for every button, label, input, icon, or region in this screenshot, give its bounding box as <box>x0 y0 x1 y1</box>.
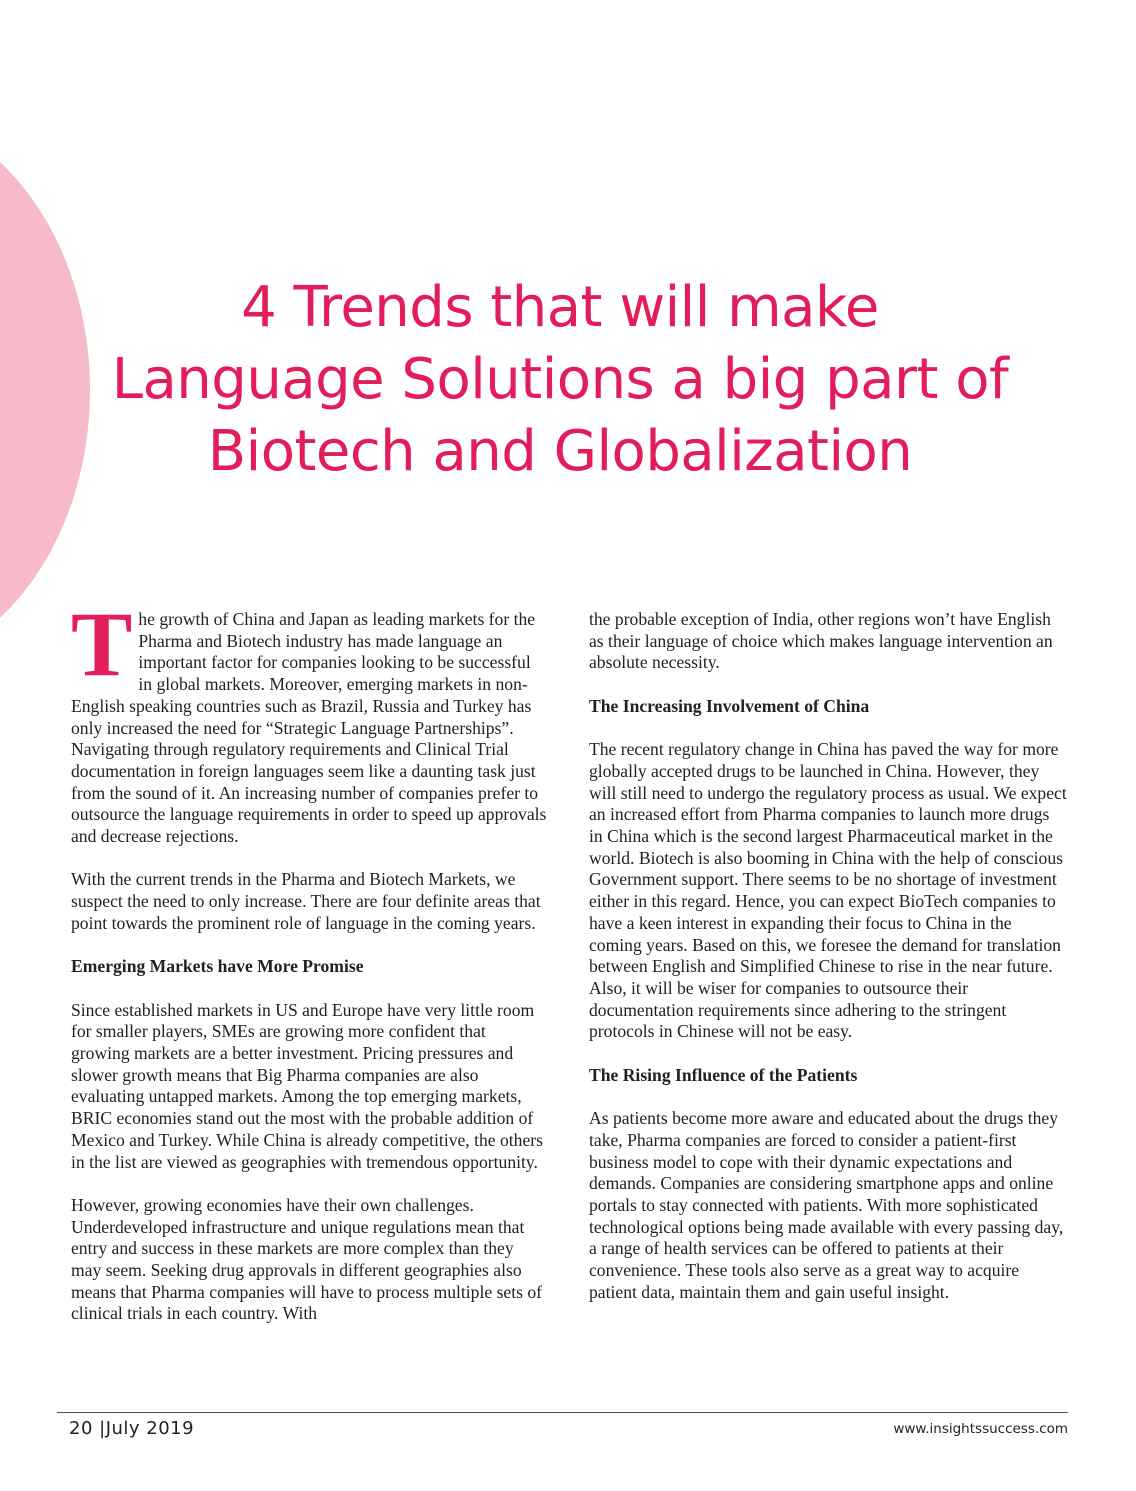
intro-paragraph <box>71 593 547 848</box>
section-heading-emerging-markets: Emerging Markets have More Promise <box>71 956 364 977</box>
china-paragraph: The recent regulatory change in China has paved the way for more globally accepted drugs to be launched in China. However, they will still need to undergo the regulatory process as usual. We expect an increased effort from Pharma companies to launch more drugs in China which is the second largest Pharmaceutical market in the world. Biotech is also booming in China with the help of conscious Government support. There seems to be no shortage of investment either in this regard. Hence, you can expect BioTech companies to have a keen interest in expanding their focus to China in the coming years. Based on this, we foresee the demand for translation between English and Simplified Chinese to rise in the near future. Also, it will be wiser for companies to outsource their documentation requirements since adhering to the stringent protocols in Chinese will not be easy. <box>589 739 1067 1042</box>
title-line-3: Biotech and Globalization <box>207 419 913 484</box>
emerging-markets-paragraph-1: Since established markets in US and Europe have very little room for smaller players, SMEs are growing more confident that growing markets are a better investment. Pricing pressures and slower growth means that Big Pharma companies are also evaluating untapped markets. Among the top emerging markets, BRIC economies stand out the most with the probable addition of Mexico and Turkey. While China is already competitive, the others in the list are viewed as geographies with tremendous opportunity. <box>71 999 543 1172</box>
footer-page-info: 20 |July 2019 <box>69 1418 195 1439</box>
patients-paragraph: As patients become more aware and educated about the drugs they take, Pharma companies are forced to consider a patient-first business model to cope with their dynamic expectations and demands. Companies are considering smartphone apps and online portals to stay connected with patients. With more sophisticated technological options being made available with every passing day, a range of health services can be offered to patients at their convenience. These tools also serve as a great way to acquire patient data, maintain them and gain useful insight. <box>589 1108 1064 1302</box>
footer-website: www.insightssuccess.com <box>893 1421 1068 1437</box>
title-line-2: Language Solutions a big part of <box>111 347 1009 412</box>
section-heading-china: The Increasing Involvement of China <box>589 695 870 716</box>
footer-divider <box>57 1412 1068 1413</box>
section-heading-patients: The Rising Influence of the Patients <box>589 1064 858 1085</box>
article-column-left <box>71 593 547 1347</box>
drop-cap: T <box>71 593 133 695</box>
intro-text: he growth of China and Japan as leading markets for the Pharma and Biotech industry has made language an important factor for companies looking to be successful in global markets. Moreover, emerging markets in non-English speaking countries such as Brazil, Russia and Turkey has only increased the need for “Strategic Language Partnerships”. Navigating through regulatory requirements and Clinical Trial documentation in foreign languages seem like a daunting task just from the sound of it. An increasing number of companies prefer to outsource the language requirements in order to speed up approvals and decrease rejections. <box>71 609 547 847</box>
emerging-markets-paragraph-2: However, growing economies have their own challenges. Underdeveloped infrastructure and unique regulations mean that entry and success in these markets are more complex than they may seem. Seeking drug approvals in different geographies also means that Pharma companies will have to process multiple sets of clinical trials in each country. With <box>71 1194 543 1324</box>
article-title <box>60 272 1060 488</box>
emerging-markets-paragraph-2-continued: the probable exception of India, other regions won’t have English as their language of choice which makes language intervention an absolute necessity. <box>589 609 1053 673</box>
trends-paragraph: With the current trends in the Pharma and Biotech Markets, we suspect the need to only increase. There are four definite areas that point towards the prominent role of language in the coming years. <box>71 869 541 933</box>
title-line-1: 4 Trends that will make <box>241 275 879 340</box>
article-column-right <box>589 609 1067 1325</box>
